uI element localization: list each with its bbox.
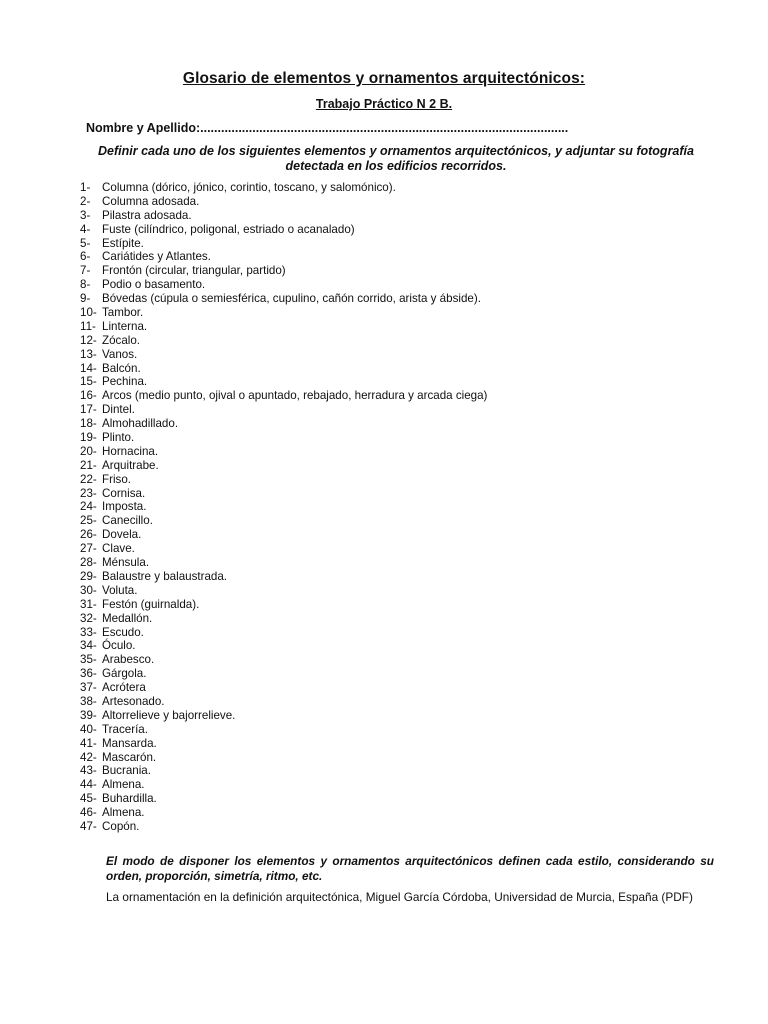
list-item-text: Medallón. bbox=[102, 611, 153, 625]
list-item bbox=[80, 264, 720, 278]
list-item bbox=[80, 737, 720, 751]
list-item-number: 30- bbox=[80, 583, 97, 597]
list-item bbox=[80, 473, 720, 487]
list-item bbox=[80, 459, 720, 473]
list-item-text: Bucrania. bbox=[102, 764, 151, 778]
list-item-number: 27- bbox=[80, 542, 97, 556]
list-item-text: Friso. bbox=[102, 472, 131, 486]
list-item bbox=[80, 209, 720, 223]
list-item-text: Columna (dórico, jónico, corintio, toscano, y salomónico). bbox=[102, 181, 396, 194]
list-item bbox=[80, 723, 720, 737]
list-item-number: 16- bbox=[80, 389, 97, 403]
list-item bbox=[80, 514, 720, 528]
list-item bbox=[80, 556, 720, 570]
list-item bbox=[80, 403, 720, 417]
list-item-text: Linterna. bbox=[102, 319, 148, 333]
list-item bbox=[80, 820, 720, 834]
list-item bbox=[80, 792, 720, 806]
list-item-number: 47- bbox=[80, 819, 97, 833]
list-item bbox=[80, 626, 720, 640]
list-item-number: 33- bbox=[80, 625, 97, 639]
list-item-number: 24- bbox=[80, 500, 97, 514]
list-item bbox=[80, 570, 720, 584]
list-item-text: Bóvedas (cúpula o semiesférica, cupulino, cañón corrido, arista y ábside). bbox=[102, 292, 481, 306]
list-item bbox=[80, 764, 720, 778]
list-item-number: 13- bbox=[80, 347, 97, 361]
list-item bbox=[80, 250, 720, 264]
list-item bbox=[80, 695, 720, 709]
list-item bbox=[80, 278, 720, 292]
list-item-number: 11- bbox=[80, 319, 96, 333]
list-item-text: Zócalo. bbox=[102, 333, 141, 347]
list-item-number: 9- bbox=[80, 292, 91, 306]
list-item-number: 35- bbox=[80, 653, 97, 667]
list-item bbox=[80, 445, 720, 459]
list-item bbox=[80, 223, 720, 237]
document-subtitle: Trabajo Práctico N 2 B. bbox=[315, 97, 453, 111]
list-item bbox=[80, 362, 720, 376]
list-item-text: Fuste (cilíndrico, poligonal, estriado o acanalado) bbox=[102, 222, 355, 236]
list-item-text: Dintel. bbox=[102, 403, 135, 417]
list-item-number: 29- bbox=[80, 569, 97, 583]
list-item-number: 38- bbox=[80, 694, 97, 708]
list-item-text: Dovela. bbox=[102, 528, 142, 542]
list-item-text: Canecillo. bbox=[102, 514, 153, 528]
list-item-number: 5- bbox=[80, 236, 91, 250]
list-item-number: 4- bbox=[80, 222, 91, 236]
glossary-list bbox=[80, 181, 720, 834]
list-item bbox=[80, 584, 720, 598]
list-item-number: 21- bbox=[80, 458, 97, 472]
list-item bbox=[80, 598, 720, 612]
list-item bbox=[80, 431, 720, 445]
list-item-text: Almohadillado. bbox=[102, 417, 179, 431]
instructions-text: Definir cada uno de los siguientes elementos y ornamentos arquitectónicos, y adjuntar su fotografía detectada en los edificios recorridos. bbox=[98, 144, 694, 173]
list-item-text: Podio o basamento. bbox=[102, 278, 206, 292]
list-item-text: Columna adosada. bbox=[102, 194, 200, 208]
list-item-text: Vanos. bbox=[102, 347, 138, 361]
list-item-text: Clave. bbox=[102, 542, 135, 556]
list-item bbox=[80, 528, 720, 542]
list-item-number: 10- bbox=[80, 306, 97, 320]
list-item bbox=[80, 375, 720, 389]
reference-citation: La ornamentación en la definición arquitectónica, Miguel García Córdoba, Universidad de Murcia, España (PDF) bbox=[106, 890, 693, 904]
closing-statement: El modo de disponer los elementos y ornamentos arquitectónicos definen cada estilo, considerando su orden, proporción, simetría, ritmo, etc. bbox=[106, 854, 714, 883]
list-item-number: 32- bbox=[80, 611, 97, 625]
list-item-number: 26- bbox=[80, 528, 97, 542]
list-item-number: 19- bbox=[80, 431, 97, 445]
list-item-text: Acrótera bbox=[102, 681, 146, 695]
list-item bbox=[80, 639, 720, 653]
list-item-text: Escudo. bbox=[102, 625, 144, 639]
list-item bbox=[80, 334, 720, 348]
list-item-text: Pechina. bbox=[102, 375, 148, 389]
list-item-number: 31- bbox=[80, 597, 97, 611]
list-item-number: 39- bbox=[80, 708, 97, 722]
list-item-number: 45- bbox=[80, 792, 97, 806]
list-item bbox=[80, 320, 720, 334]
list-item-text: Tracería. bbox=[102, 722, 148, 736]
list-item-number: 3- bbox=[80, 208, 91, 222]
list-item-text: Cornisa. bbox=[102, 486, 146, 500]
list-item-text: Tambor. bbox=[102, 306, 144, 320]
list-item bbox=[80, 612, 720, 626]
list-item bbox=[80, 292, 720, 306]
list-item-number: 41- bbox=[80, 736, 97, 750]
list-item-text: Pilastra adosada. bbox=[102, 208, 192, 222]
list-item-text: Altorrelieve y bajorrelieve. bbox=[102, 708, 236, 722]
list-item-number: 6- bbox=[80, 250, 91, 264]
list-item-number: 25- bbox=[80, 514, 97, 528]
list-item-number: 12- bbox=[80, 333, 97, 347]
list-item-text: Cariátides y Atlantes. bbox=[102, 250, 211, 264]
list-item bbox=[80, 389, 720, 403]
list-item-text: Artesonado. bbox=[102, 694, 165, 708]
list-item-text: Estípite. bbox=[102, 236, 144, 250]
list-item-text: Arcos (medio punto, ojival o apuntado, rebajado, herradura y arcada ciega) bbox=[102, 389, 488, 403]
list-item-number: 43- bbox=[80, 764, 97, 778]
list-item-text: Almena. bbox=[102, 806, 145, 820]
list-item bbox=[80, 778, 720, 792]
list-item-text: Imposta. bbox=[102, 500, 147, 514]
list-item-number: 14- bbox=[80, 361, 97, 375]
list-item-text: Voluta. bbox=[102, 583, 138, 597]
list-item-text: Copón. bbox=[102, 819, 140, 833]
list-item-text: Almena. bbox=[102, 778, 145, 792]
list-item-number: 36- bbox=[80, 667, 97, 681]
list-item bbox=[80, 181, 720, 195]
list-item bbox=[80, 667, 720, 681]
list-item-number: 34- bbox=[80, 639, 97, 653]
name-field-line: Nombre y Apellido:.......................................................................................................... bbox=[86, 121, 569, 135]
list-item-number: 23- bbox=[80, 486, 97, 500]
list-item-text: Plinto. bbox=[102, 431, 135, 445]
list-item-number: 7- bbox=[80, 264, 91, 278]
list-item bbox=[80, 542, 720, 556]
list-item-number: 8- bbox=[80, 278, 91, 292]
list-item bbox=[80, 709, 720, 723]
list-item-text: Balaustre y balaustrada. bbox=[102, 569, 228, 583]
list-item bbox=[80, 195, 720, 209]
list-item-text: Gárgola. bbox=[102, 667, 147, 681]
list-item-text: Mansarda. bbox=[102, 736, 157, 750]
list-item-number: 2- bbox=[80, 194, 91, 208]
list-item-number: 40- bbox=[80, 722, 97, 736]
list-item-number: 44- bbox=[80, 778, 97, 792]
list-item-number: 37- bbox=[80, 681, 97, 695]
list-item-number: 15- bbox=[80, 375, 97, 389]
list-item bbox=[80, 237, 720, 251]
list-item-number: 46- bbox=[80, 806, 97, 820]
list-item-number: 20- bbox=[80, 444, 97, 458]
list-item-text: Buhardilla. bbox=[102, 792, 157, 806]
list-item-text: Hornacina. bbox=[102, 444, 159, 458]
list-item bbox=[80, 306, 720, 320]
list-item bbox=[80, 653, 720, 667]
list-item-text: Ménsula. bbox=[102, 556, 150, 570]
list-item bbox=[80, 681, 720, 695]
list-item-number: 1- bbox=[80, 181, 91, 194]
list-item bbox=[80, 751, 720, 765]
list-item-number: 22- bbox=[80, 472, 97, 486]
list-item bbox=[80, 417, 720, 431]
list-item-text: Frontón (circular, triangular, partido) bbox=[102, 264, 286, 278]
list-item bbox=[80, 806, 720, 820]
list-item-text: Mascarón. bbox=[102, 750, 157, 764]
list-item-number: 42- bbox=[80, 750, 97, 764]
list-item-text: Festón (guirnalda). bbox=[102, 597, 200, 611]
list-item bbox=[80, 500, 720, 514]
list-item-text: Balcón. bbox=[102, 361, 141, 375]
list-item-text: Arquitrabe. bbox=[102, 458, 159, 472]
list-item-number: 18- bbox=[80, 417, 97, 431]
list-item bbox=[80, 348, 720, 362]
list-item-text: Óculo. bbox=[102, 639, 136, 653]
list-item-number: 17- bbox=[80, 403, 97, 417]
list-item bbox=[80, 487, 720, 501]
document-title: Glosario de elementos y ornamentos arquitectónicos: bbox=[182, 70, 586, 87]
list-item-text: Arabesco. bbox=[102, 653, 155, 667]
list-item-number: 28- bbox=[80, 556, 97, 570]
